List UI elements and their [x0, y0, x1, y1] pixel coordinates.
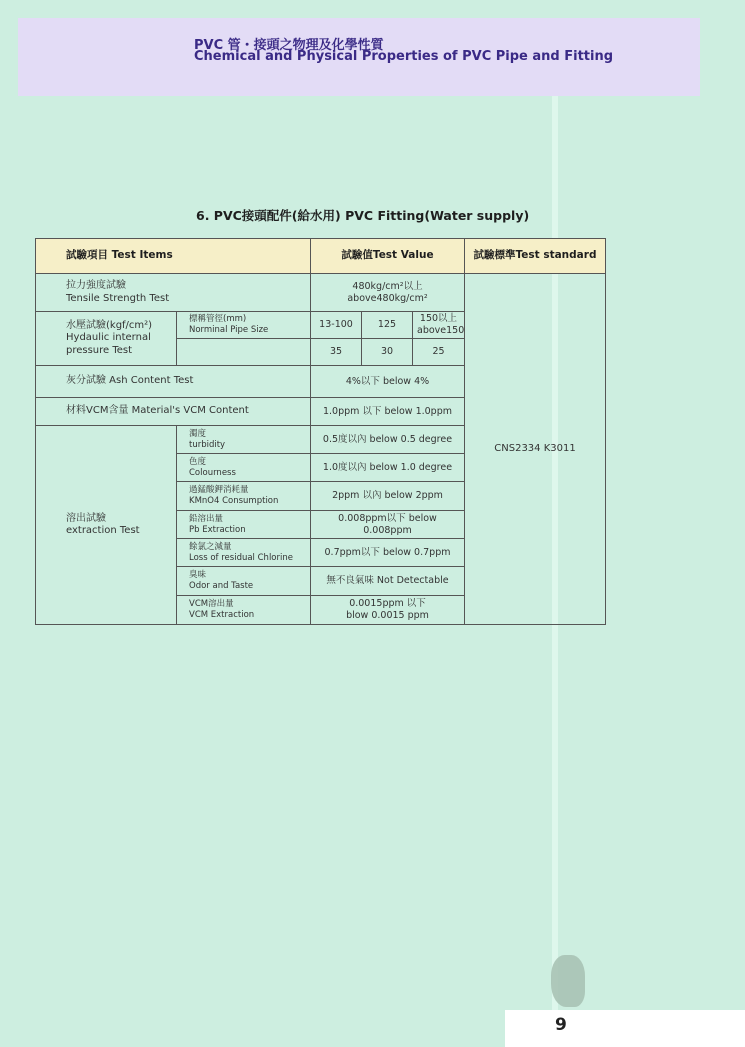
extraction-item-en: Loss of residual Chlorine — [189, 552, 293, 563]
extraction-value: 2ppm 以內 below 2ppm — [311, 482, 465, 511]
test-standard-value: CNS2334 K3011 — [465, 274, 606, 625]
extraction-item-en: VCM Extraction — [189, 610, 255, 620]
header-band — [18, 18, 700, 96]
extraction-value-en: blow 0.0015 ppm — [346, 610, 429, 621]
nominal-size-label-zh: 標稱管徑(mm) — [189, 314, 247, 325]
size-value — [413, 312, 465, 339]
extraction-item — [177, 567, 311, 596]
extraction-item-en: KMnO4 Consumption — [189, 496, 279, 506]
extraction-item-zh: 餘氯之減量 — [189, 541, 232, 552]
extraction-value-zh: 0.0015ppm 以下 — [349, 598, 426, 610]
extraction-item-en: Odor and Taste — [189, 581, 254, 591]
size-value: 13-100 — [311, 312, 362, 339]
tensile-label — [36, 274, 311, 312]
extraction-value: 0.008ppm以下 below 0.008ppm — [311, 511, 465, 539]
header-title-en: Chemical and Physical Properties of PVC Pipe and Fitting — [194, 49, 614, 64]
section-title: 6. PVC接頭配件(給水用) PVC Fitting(Water supply) — [196, 208, 530, 223]
header-test-standard: 試驗標準Test standard — [465, 239, 606, 274]
extraction-item-en: turbidity — [189, 439, 226, 450]
extraction-item-en: Pb Extraction — [189, 524, 246, 535]
nominal-size-label — [177, 312, 311, 339]
extraction-label-en: extraction Test — [66, 525, 140, 536]
size-value: 125 — [362, 312, 413, 339]
extraction-item — [177, 596, 311, 625]
header-test-value: 試驗值Test Value — [311, 239, 465, 274]
extraction-item — [177, 454, 311, 482]
vcm-content-label: 材料VCM含量 Material's VCM Content — [36, 398, 311, 426]
pressure-value: 30 — [362, 339, 413, 366]
pressure-value: 35 — [311, 339, 362, 366]
extraction-item — [177, 482, 311, 511]
extraction-item-zh: 臭味 — [189, 570, 207, 581]
extraction-label — [36, 426, 177, 625]
empty-cell — [177, 339, 311, 366]
extraction-item — [177, 511, 311, 539]
size-value-zh: 150以上 — [419, 313, 458, 325]
extraction-item-zh: VCM溶出量 — [189, 599, 234, 610]
header-test-items: 試驗項目 Test Items — [36, 239, 311, 274]
page-corner — [505, 1010, 745, 1047]
ash-label: 灰分試驗 Ash Content Test — [36, 366, 311, 398]
hydraulic-label — [36, 312, 177, 366]
extraction-item-zh: 濁度 — [189, 428, 207, 439]
tensile-label-en: Tensile Strength Test — [66, 292, 170, 304]
ash-value: 4%以下 below 4% — [311, 366, 465, 398]
nominal-size-label-en: Norminal Pipe Size — [189, 325, 269, 335]
extraction-item-en: Colourness — [189, 467, 236, 478]
extraction-value: 0.7ppm以下 below 0.7ppm — [311, 539, 465, 567]
extraction-value: 1.0度以內 below 1.0 degree — [311, 454, 465, 482]
extraction-value: 無不良氣味 Not Detectable — [311, 567, 465, 596]
vcm-content-value: 1.0ppm 以下 below 1.0ppm — [311, 398, 465, 426]
extraction-item — [177, 539, 311, 567]
hydraulic-label-en2: pressure Test — [66, 344, 133, 356]
extraction-item — [177, 426, 311, 454]
stain-mark — [551, 955, 585, 1007]
extraction-item-zh: 鉛溶出量 — [189, 513, 224, 524]
tensile-label-zh: 拉力強度試驗 — [66, 280, 126, 291]
pressure-value: 25 — [413, 339, 465, 366]
table-row — [36, 274, 606, 312]
extraction-value: 0.5度以內 below 0.5 degree — [311, 426, 465, 454]
hydraulic-label-zh: 水壓試驗(kgf/cm²) — [66, 319, 153, 331]
tensile-value: 480kg/cm²以上 above480kg/cm² — [311, 274, 465, 312]
hydraulic-label-en1: Hydaulic internal — [66, 332, 151, 344]
extraction-value — [311, 596, 465, 625]
extraction-label-zh: 溶出試驗 — [66, 512, 106, 524]
page-number: 9 — [555, 1015, 567, 1035]
fitting-properties-table — [35, 238, 606, 625]
header-title-zh: PVC 管・接頭之物理及化學性質 — [194, 38, 384, 53]
extraction-item-zh: 色度 — [189, 456, 207, 467]
table-header-row — [36, 239, 606, 274]
size-value-en: above150 — [417, 325, 465, 336]
extraction-item-zh: 過錳酸鉀消耗量 — [189, 485, 249, 496]
